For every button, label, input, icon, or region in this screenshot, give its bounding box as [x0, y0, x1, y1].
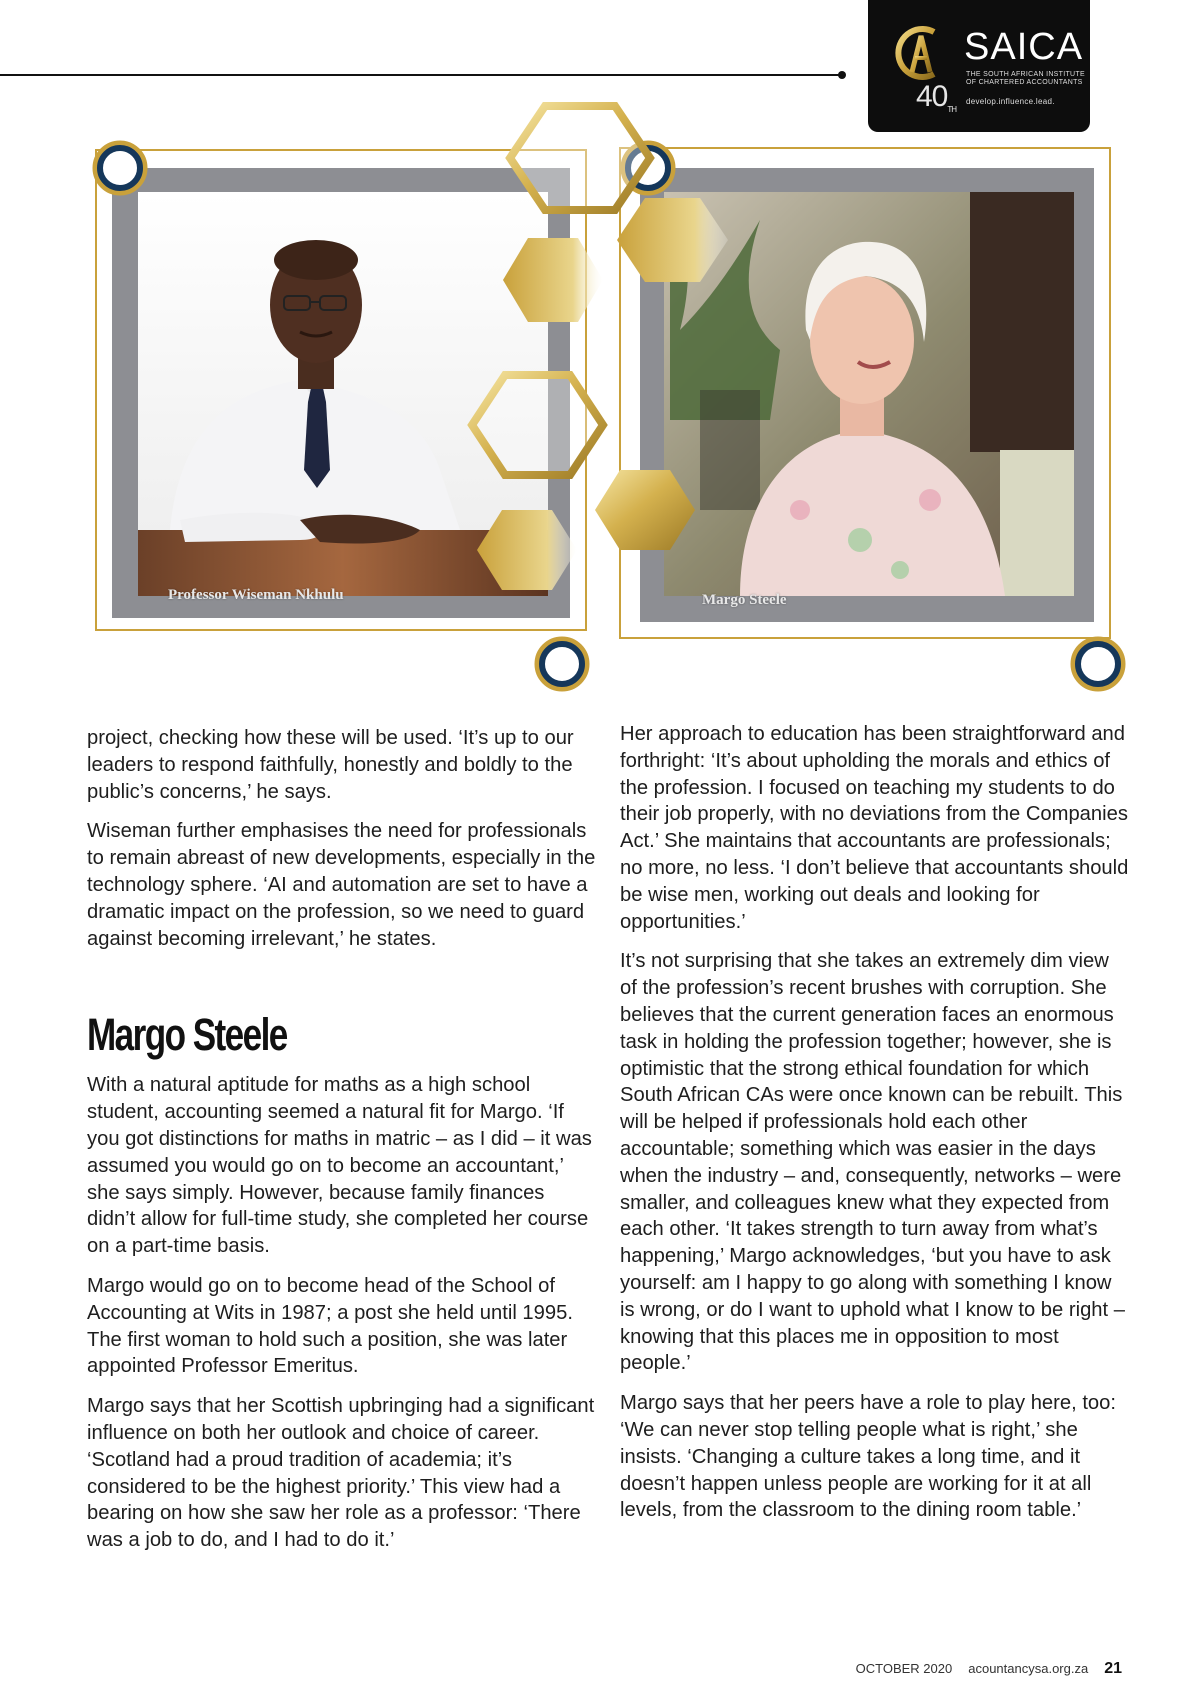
paragraph: Margo would go on to become head of the School of Accounting at Wits in 1987; a post she held until 1995. The first woman to hold such a position, she was later appointed Professor Emeritus. [87, 1274, 573, 1378]
website-link[interactable]: acountancysa.org.za [968, 1661, 1089, 1676]
photo-caption-left: Professor Wiseman Nkhulu [168, 587, 344, 603]
paragraph: Wiseman further emphasises the need for professionals to remain abreast of new developments, especially in the technology sphere. ‘AI and automation are set to have a dramatic impact on the profession, so we need to guard against becoming irrelevant,’ he states. [87, 820, 596, 950]
photo-caption-right: Margo Steele [702, 592, 787, 608]
paragraph: Margo says that her peers have a role to play here, too: ‘We can never stop telling people what is right,’ she insists. ‘Changing a culture takes a long time, and it doesn’t happen unless people are working for it at all levels, from the classroom to the dining room table.’ [620, 1392, 1116, 1522]
hexagon-outline-middle [472, 375, 603, 475]
paragraph: Her approach to education has been straightforward and forthright: ‘It’s about upholding the morals and ethics of the profession. I focused on teaching my students to do their job properly, with no deviations from the Companies Act.’ She maintains that accountants are professionals; no more, no less. ‘I don’t believe that accountants should be wise men, working out deals and looking for opportunities.’ [620, 723, 1129, 933]
paragraph: Margo says that her Scottish upbringing had a significant influence on both her outlook and choice of career. ‘Scotland had a proud tradition of academia; it’s considered to be the highest priority.’ This view had a bearing on how she saw her role as a professor: ‘There was a job to do, and I had to do it.’ [87, 1395, 595, 1552]
ca-monogram-icon [890, 22, 952, 84]
header-rule [0, 74, 842, 76]
right-photo [664, 192, 1074, 596]
paragraph: It’s not surprising that she takes an extremely dim view of the profession’s recent brushes with corruption. She believes that the current generation faces an enormous task in holding the profession together; however, she is optimistic that the strong ethical foundation for which South African CAs were once known can be rebuilt. This will be helped if professionals hold each other accountable; something which was easier in the days when the industry – and, consequently, networks – were smaller, and colleagues knew what they expected from each other. ‘It takes strength to turn away from what’s happening,’ Margo acknowledges, ‘but you have to ask yourself: am I happy to go along with something I know is wrong, or do I want to uphold what I know to be right – knowing that this places me in opposition to most people.’ [620, 950, 1125, 1375]
anniversary-mark: 40TH [916, 80, 957, 114]
logo-tagline: develop.influence.lead. [966, 97, 1055, 106]
issue-date: OCTOBER 2020 [855, 1661, 953, 1676]
page-number: 21 [1104, 1660, 1122, 1677]
paragraph: With a natural aptitude for maths as a high school student, accounting seemed a natural fit for Margo. ‘If you got distinctions for maths in matric – as I did – it was assumed you would go on to become an accountant,’ she says simply. However, because family finances didn’t allow for full-time study, she completed her course on a part-time basis. [87, 1074, 592, 1258]
collage-graphics [0, 90, 1200, 710]
logo-subtitle: THE SOUTH AFRICAN INSTITUTE OF CHARTERED ACCOUNTANTS [966, 71, 1085, 86]
hexagon-outline-top [510, 106, 650, 210]
photo-collage [0, 90, 1200, 710]
page-footer [856, 1660, 1122, 1678]
paragraph: project, checking how these will be used. ‘It’s up to our leaders to respond faithfully, honestly and boldly to the public’s concerns,’ he says. [87, 727, 574, 803]
logo-wordmark: SAICA [964, 26, 1084, 68]
left-column [87, 725, 597, 1567]
right-column [620, 721, 1130, 1537]
header-rule-dot [838, 71, 846, 79]
section-heading: Margo Steele [87, 1009, 287, 1061]
